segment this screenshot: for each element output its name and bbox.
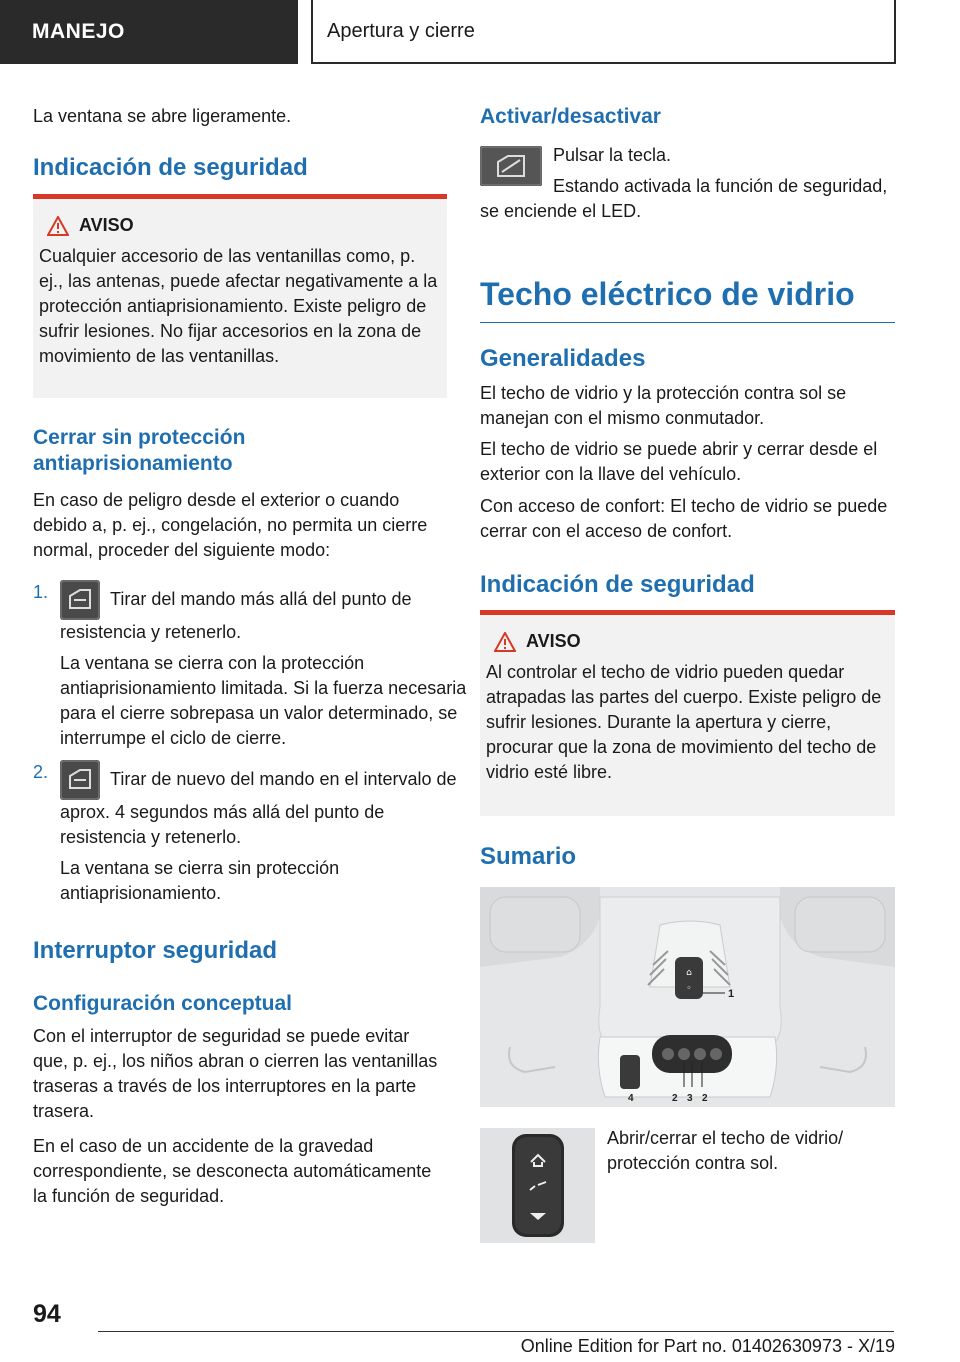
roof-heading: Techo eléctrico de vidrio [480,274,895,323]
window-switch-icon [60,760,100,800]
roof-switch-figure [480,1128,595,1243]
roof-console-figure [480,887,895,1107]
safety-heading-left: Indicación de seguridad [33,154,308,181]
config-text-2: En el caso de un accidente de la gravedad correspondiente, se desconecta automáticamente la función de seguridad. [33,1136,432,1206]
config-heading: Configuración conceptual [33,992,293,1015]
section-title: Apertura y cierre [327,19,475,42]
warning-text-2: Al controlar el techo de vidrio pueden quedar atrapadas las partes del cuerpo. Existe peligro de sufrir lesiones. Durante la apertura y cierre, procurar que la zona de movimiento del techo de vidrio esté libre. [486,662,882,782]
step-1-text: Tirar del mando más allá del punto de resistencia y retenerlo. [60,588,412,642]
warning-box-2 [480,610,895,816]
svg-text:◦: ◦ [686,984,692,994]
intro-text: La ventana se abre ligeramente. [33,106,292,126]
section-title-box [311,0,896,64]
warning-triangle-icon [494,632,516,652]
step-2-text: Tirar de nuevo del mando en el intervalo de aprox. 4 segundos más allá del punto de resistencia y retenerlo. [60,768,457,847]
config-text-1: Con el interruptor de seguridad se puede evitar que, p. ej., los niños abran o cierren las ventanillas traseras a través de los interruptores en la parte trasera. [33,1026,438,1121]
interruptor-heading: Interruptor seguridad [33,937,278,964]
figure-label-2a: 2 [672,1093,678,1104]
step-2-number: 2. [33,762,49,782]
chapter-tab [0,0,298,64]
step-2-text-line [60,760,474,850]
warning-triangle-icon [47,216,69,236]
step-1 [33,580,474,751]
svg-text:⌂: ⌂ [686,968,692,978]
step-1-sub: La ventana se cierra con la protección antiaprisionamiento limitada. Si la fuerza necesaria para el cierre sobrepasa un valor determinado, se interrumpe el ciclo de cierre. [60,653,467,748]
footer-edition: Online Edition for Part no. 01402630973 - X/19 [520,1336,895,1356]
general-text-1: El techo de vidrio y la protección contra sol se manejan con el mismo conmutador. [480,383,847,428]
figure-label-3: 3 [687,1093,693,1104]
figure-label-1: 1 [728,988,735,1000]
step-1-number: 1. [33,582,49,602]
figure-label-2b: 2 [702,1093,708,1104]
footer-divider [98,1331,894,1332]
window-switch-icon [60,580,100,620]
chapter-label: MANEJO [32,20,125,43]
warning-box-1 [33,194,447,398]
general-text-3: Con acceso de confort: El techo de vidrio se puede cerrar con el acceso de confort. [480,496,888,541]
warning-title-1 [47,215,439,236]
activate-heading: Activar/desactivar [480,105,661,128]
activate-text-2: Estando activada la función de seguridad, se enciende el LED. [480,176,888,221]
warning-text-1: Cualquier accesorio de las ventanillas como, p. ej., las antenas, puede afectar negativamente a la protección antiaprisionamiento. Existe peligro de sufrir lesiones. No fijar accesorios en la zona de movimiento de las ventanillas. [39,246,438,366]
warning-label-1: AVISO [79,215,134,235]
warning-title-2 [494,631,887,652]
general-text-2: El techo de vidrio se puede abrir y cerrar desde el exterior con la llave del vehículo. [480,439,878,484]
step-1-text-line [60,580,474,645]
switch-caption: Abrir/cerrar el techo de vidrio/ protección contra sol. [607,1128,844,1173]
activate-text-1: Pulsar la tecla. [553,145,672,165]
page-number: 94 [33,1300,61,1328]
step-2-sub: La ventana se cierra sin protección antiaprisionamiento. [60,858,340,903]
general-heading: Generalidades [480,345,646,372]
close-text: En caso de peligro desde el exterior o cuando debido a, p. ej., congelación, no permita un cierre normal, proceder del siguiente modo: [33,490,428,560]
close-heading: Cerrar sin protección antiaprisionamiento [33,426,246,475]
safety-heading-right: Indicación de seguridad [480,571,755,598]
step-2 [33,760,474,906]
figure-label-4: 4 [628,1093,634,1104]
warning-label-2: AVISO [526,631,581,651]
sumario-heading: Sumario [480,843,577,870]
